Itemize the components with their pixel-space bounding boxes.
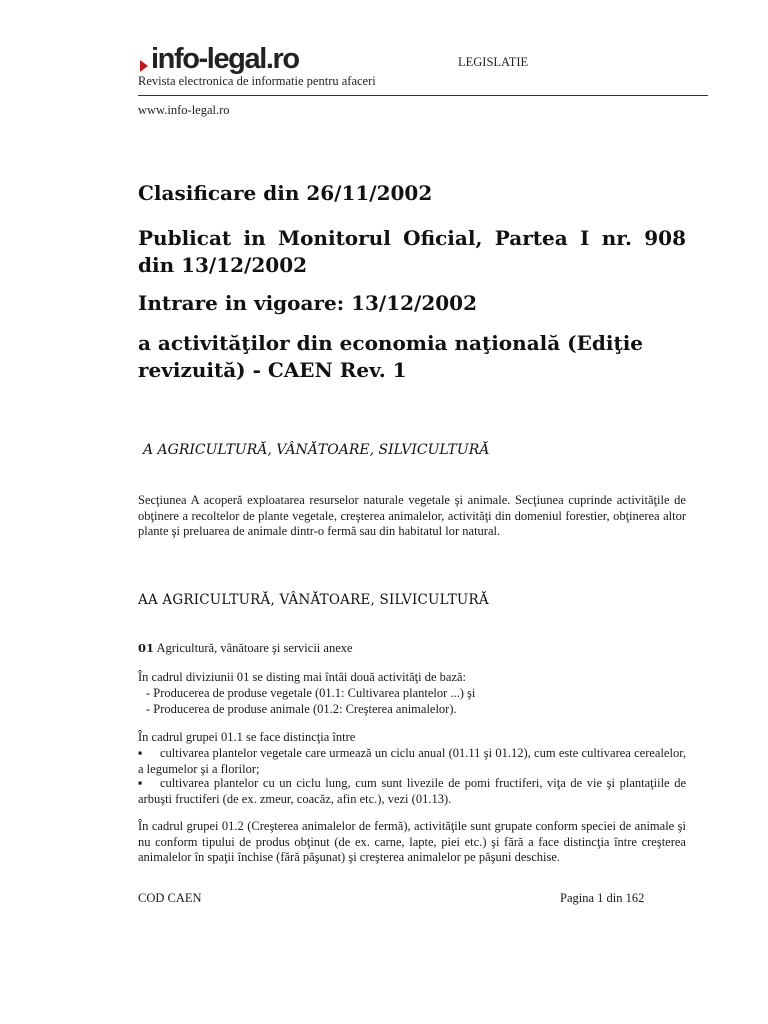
logo-arrow-icon	[140, 52, 150, 74]
publication-title: Publicat in Monitorul Oficial, Partea I nr. 908 din 13/12/2002	[138, 226, 686, 277]
bullet-icon: ▪	[138, 776, 143, 790]
site-url[interactable]: www.info-legal.ro	[138, 103, 230, 117]
list-item: - Producerea de produse animale (01.2: Creşterea animalelor).	[146, 702, 457, 716]
division-01-heading	[138, 641, 353, 657]
bullet-text: cultivarea plantelor vegetale care urmează un ciclu anual (01.11 şi 01.12), cum este cultivarea cerealelor, a legumelor şi a florilor;	[138, 746, 686, 776]
footer-page-number: Pagina 1 din 162	[560, 891, 645, 905]
bullet-text: cultivarea plantelor cu un ciclu lung, cum sunt livezile de pomi fructiferi, viţa de vie şi plantaţiile de arbuşti fructiferi (de ex. zmeur, coacăz, afin etc.), vezi (01.13).	[138, 776, 686, 806]
list-item: - Producerea de produse vegetale (01.1: Cultivarea plantelor ...) şi	[146, 686, 476, 700]
footer-doc-name: COD CAEN	[138, 891, 202, 905]
group-01-2-text: În cadrul grupei 01.2 (Creşterea animalelor de fermă), activităţile sunt grupate conform speciei de animale şi nu conform tipului de produs obţinut (de ex. carne, lapte, piei etc.) şi fără a face distincţia între creşterea animalelor în spaţii închise (fără păşunat) şi creşterea animalelor pe păşuni deschise.	[138, 819, 686, 864]
site-tagline: Revista electronica de informatie pentru afaceri	[138, 74, 376, 88]
header-divider	[138, 95, 708, 96]
section-a-heading: A AGRICULTURĂ, VÂNĂTOARE, SILVICULTURĂ	[143, 442, 490, 458]
site-logo[interactable]	[140, 42, 299, 74]
logo-text: info-legal.ro	[151, 43, 299, 75]
bullet-item	[138, 746, 686, 777]
subsection-aa-heading: AA AGRICULTURĂ, VÂNĂTOARE, SILVICULTURĂ	[138, 592, 489, 608]
division-code: 01	[138, 641, 155, 655]
effective-date-title: Intrare in vigoare: 13/12/2002	[138, 291, 478, 315]
bullet-icon: ▪	[138, 746, 143, 760]
classification-title: Clasificare din 26/11/2002	[138, 181, 433, 205]
group-01-1-intro: În cadrul grupei 01.1 se face distincţia între	[138, 730, 356, 744]
subject-title: a activităţilor din economia naţională (Ediţie revizuită) - CAEN Rev. 1	[138, 331, 644, 382]
division-01-intro: În cadrul diviziunii 01 se disting mai întâi două activităţi de bază:	[138, 670, 467, 684]
bullet-item	[138, 776, 686, 807]
section-label: LEGISLATIE	[458, 55, 529, 69]
division-name: Agricultură, vânătoare şi servicii anexe	[156, 641, 353, 655]
section-a-description: Secţiunea A acoperă exploatarea resurselor naturale vegetale şi animale. Secţiunea cuprinde activităţile de obţinere a recoltelor de plante vegetale, creşterea animalelor, activităţi din domeniul forestier, obţinerea altor plante şi preluarea de animale dintr-o fermă sau din habitatul lor natural.	[138, 493, 686, 538]
